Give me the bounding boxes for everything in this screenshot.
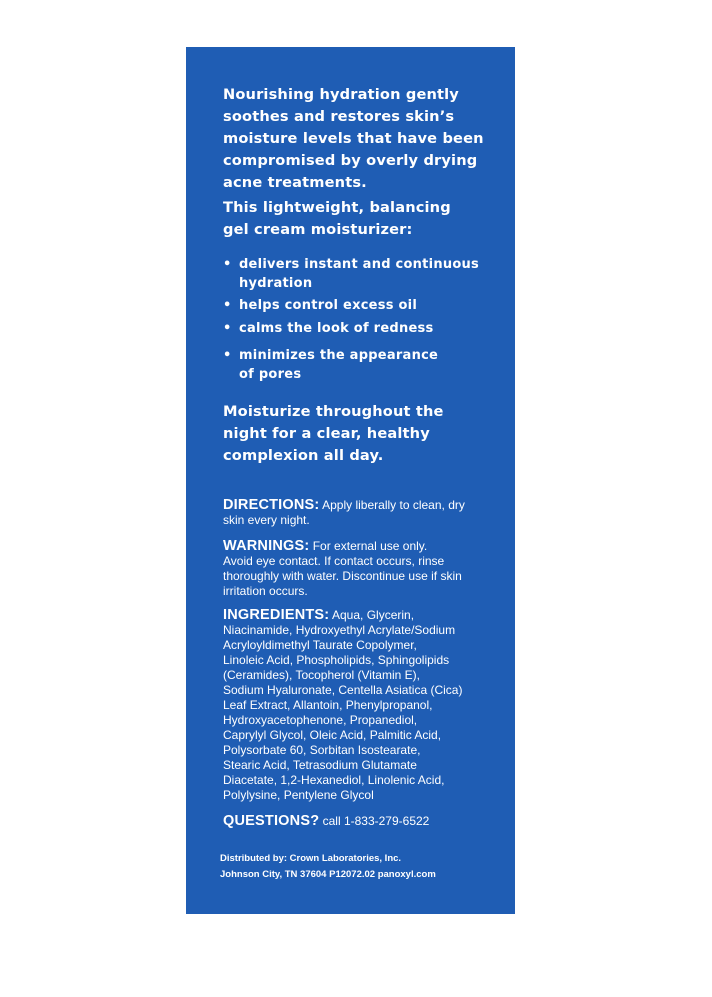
benefit-bullet	[223, 296, 508, 315]
ingredients-text: Diacetate, 1,2-Hexanediol, Linolenic Acid,	[223, 773, 445, 787]
subheading	[223, 197, 508, 241]
bullet-text	[239, 296, 508, 315]
ingredients-text: Linoleic Acid, Phospholipids, Sphingolipids	[223, 653, 450, 667]
bullet-line: helps control excess oil	[239, 298, 418, 313]
intro-line: soothes and restores skin’s	[223, 108, 455, 125]
ingredients-label: INGREDIENTS:	[223, 607, 330, 623]
ingredients-text: Niacinamide, Hydroxyethyl Acrylate/Sodium	[223, 623, 456, 637]
bullet-line: delivers instant and continuous	[239, 257, 480, 272]
benefit-bullet	[223, 255, 508, 293]
warnings-text: thoroughly with water. Discontinue use if skin	[223, 569, 462, 583]
warnings-section	[223, 539, 498, 599]
distributor-info	[220, 851, 500, 883]
warnings-text: Avoid eye contact. If contact occurs, rinse	[223, 554, 445, 568]
bullet-marker: •	[223, 348, 232, 363]
subheading-line: gel cream moisturizer:	[223, 221, 413, 238]
benefit-bullet	[223, 346, 508, 384]
ingredients-text: Aqua, Glycerin,	[329, 608, 415, 622]
ingredients-text: Hydroxyacetophenone, Propanediol,	[223, 713, 418, 727]
ingredients-text: Polylysine, Pentylene Glycol	[223, 788, 374, 802]
closing-line: night for a clear, healthy	[223, 425, 430, 442]
intro-paragraph	[223, 84, 508, 194]
ingredients-text: Sodium Hyaluronate, Centella Asiatica (Cica)	[223, 683, 463, 697]
bullet-marker: •	[223, 298, 232, 313]
directions-text: skin every night.	[223, 513, 310, 527]
questions-phone: call 1-833-279-6522	[319, 814, 430, 828]
bullet-marker: •	[223, 257, 232, 272]
distributor-line: Johnson City, TN 37604 P12072.02 panoxyl.com	[220, 869, 436, 880]
ingredients-section	[223, 608, 498, 803]
bullet-text	[239, 346, 508, 384]
benefit-bullet	[223, 319, 508, 338]
ingredients-text: Leaf Extract, Allantoin, Phenylpropanol,	[223, 698, 433, 712]
warnings-text: For external use only.	[309, 539, 428, 553]
closing-line: complexion all day.	[223, 447, 384, 464]
bullet-line: minimizes the appearance	[239, 348, 439, 363]
closing-line: Moisturize throughout the	[223, 403, 444, 420]
ingredients-text: (Ceramides), Tocopherol (Vitamin E),	[223, 668, 420, 682]
product-label-panel	[186, 47, 515, 914]
intro-line: compromised by overly drying	[223, 152, 478, 169]
warnings-text: irritation occurs.	[223, 584, 308, 598]
questions-section	[223, 814, 498, 829]
distributor-line: Distributed by: Crown Laboratories, Inc.	[220, 853, 402, 864]
closing-paragraph	[223, 401, 508, 467]
bullet-marker: •	[223, 321, 232, 336]
directions-section	[223, 498, 498, 528]
ingredients-text: Acryloyldimethyl Taurate Copolymer,	[223, 638, 417, 652]
directions-text: Apply liberally to clean, dry	[319, 498, 465, 512]
ingredients-text: Stearic Acid, Tetrasodium Glutamate	[223, 758, 417, 772]
intro-line: acne treatments.	[223, 174, 367, 191]
subheading-line: This lightweight, balancing	[223, 199, 451, 216]
warnings-label: WARNINGS:	[223, 538, 310, 554]
ingredients-text: Caprylyl Glycol, Oleic Acid, Palmitic Acid,	[223, 728, 442, 742]
bullet-line: of pores	[239, 367, 302, 382]
bullet-line: hydration	[239, 276, 313, 291]
bullet-text	[239, 255, 508, 293]
ingredients-text: Polysorbate 60, Sorbitan Isostearate,	[223, 743, 421, 757]
bullet-line: calms the look of redness	[239, 321, 434, 336]
directions-label: DIRECTIONS:	[223, 497, 320, 513]
intro-line: Nourishing hydration gently	[223, 86, 459, 103]
intro-line: moisture levels that have been	[223, 130, 484, 147]
bullet-text	[239, 319, 508, 338]
questions-label: QUESTIONS?	[223, 813, 320, 829]
